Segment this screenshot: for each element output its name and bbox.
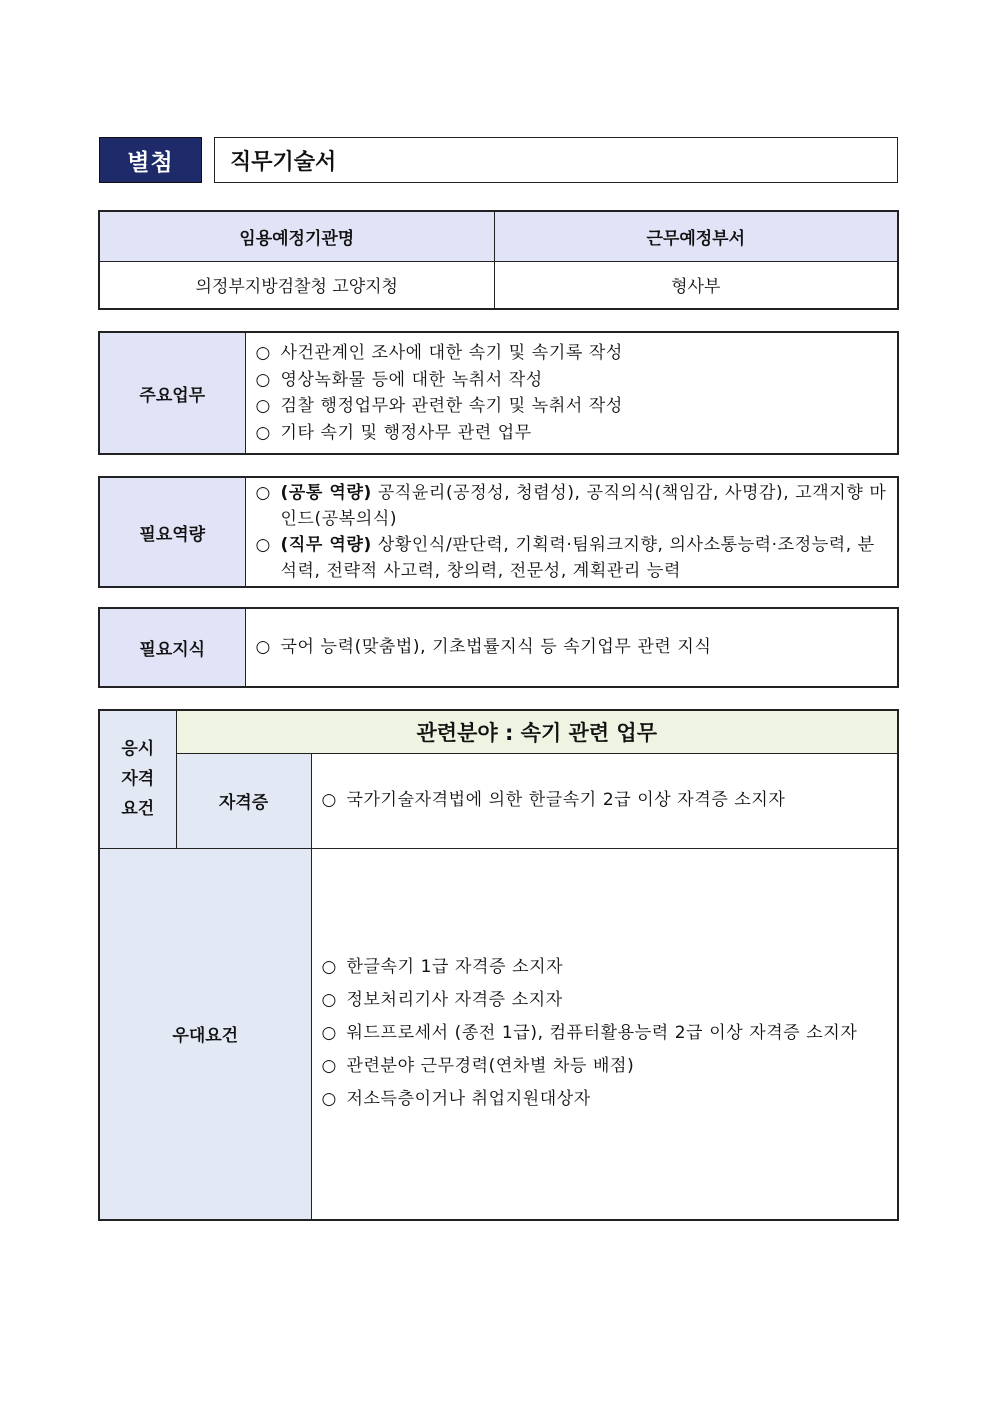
bullet-circle-icon: ○ <box>321 1089 337 1110</box>
bullet-circle-icon: ○ <box>255 396 271 416</box>
certificate-label: 자격증 <box>176 753 311 848</box>
list-item <box>256 340 890 367</box>
bullet-circle-icon: ○ <box>255 422 271 443</box>
main-duties-table <box>98 331 899 455</box>
related-field-header: 관련분야 : 속기 관련 업무 <box>176 710 898 753</box>
qualification-side-label-text <box>100 734 176 824</box>
list-item <box>256 420 890 447</box>
list-item-text: 관련분야 근무경력(연차별 차등 배점) <box>346 1056 635 1077</box>
knowledge-label: 필요지식 <box>99 608 245 687</box>
bullet-circle-icon: ○ <box>321 1056 337 1077</box>
list-item <box>256 367 890 394</box>
competency-category: (공통 역량) <box>280 483 372 503</box>
list-item <box>256 634 890 661</box>
bullet-circle-icon: ○ <box>255 343 271 363</box>
bullet-circle-icon: ○ <box>321 790 337 811</box>
competency-label: 필요역량 <box>99 477 245 587</box>
list-item-text: 정보처리기사 자격증 소지자 <box>346 990 563 1011</box>
agency-value: 의정부지방검찰청 고양지청 <box>99 261 494 309</box>
main-duties-label: 주요업무 <box>99 332 245 454</box>
competency-content <box>245 477 898 587</box>
bullet-circle-icon: ○ <box>321 957 337 978</box>
bullet-circle-icon: ○ <box>255 535 271 555</box>
bullet-circle-icon: ○ <box>321 990 337 1011</box>
side-label-line: 요건 <box>121 799 155 820</box>
list-item <box>322 984 890 1017</box>
agency-header: 임용예정기관명 <box>99 211 494 261</box>
side-label-line: 응시 <box>121 739 155 760</box>
list-item-text: 국어 능력(맞춤법), 기초법률지식 등 속기업무 관련 지식 <box>280 637 712 658</box>
competency-list <box>246 478 898 586</box>
list-item <box>322 1017 890 1050</box>
list-item <box>322 951 890 984</box>
list-item-text: 저소득층이거나 취업지원대상자 <box>346 1089 591 1110</box>
department-value: 형사부 <box>494 261 898 309</box>
knowledge-content <box>245 608 898 687</box>
bullet-circle-icon: ○ <box>255 637 271 658</box>
list-item-text <box>281 480 890 532</box>
preference-content <box>311 848 898 1220</box>
knowledge-list <box>246 628 898 667</box>
certificate-content <box>311 753 898 848</box>
list-item-text: 한글속기 1급 자격증 소지자 <box>346 957 564 978</box>
list-item <box>322 787 890 814</box>
main-duties-content <box>245 332 898 454</box>
requirements-table <box>98 709 899 1221</box>
list-item <box>322 1050 890 1083</box>
competency-detail: 상황인식/판단력, 기획력·팀워크지향, 의사소통능력·조정능력, 분석력, 전략적 사고력, 창의력, 전문성, 계획관리 능력 <box>280 535 875 581</box>
list-item <box>256 393 890 420</box>
bullet-circle-icon: ○ <box>255 369 271 390</box>
list-item-text: 사건관계인 조사에 대한 속기 및 속기록 작성 <box>280 343 623 363</box>
preference-list <box>312 945 898 1122</box>
list-item-text: 기타 속기 및 행정사무 관련 업무 <box>280 422 532 443</box>
department-header: 근무예정부서 <box>494 211 898 261</box>
list-item-text: 검찰 행정업무와 관련한 속기 및 녹취서 작성 <box>280 396 623 416</box>
bullet-circle-icon: ○ <box>255 483 271 503</box>
list-item <box>256 480 890 532</box>
certificate-list <box>312 781 898 820</box>
side-label-line: 자격 <box>121 769 155 790</box>
knowledge-table <box>98 607 899 688</box>
list-item-text: 영상녹화물 등에 대한 녹취서 작성 <box>280 369 543 390</box>
organization-table <box>98 210 899 310</box>
bullet-circle-icon: ○ <box>321 1023 337 1044</box>
qualification-side-label <box>99 710 176 848</box>
competency-table <box>98 476 899 588</box>
document-title: 직무기술서 <box>214 137 898 183</box>
list-item-text <box>281 532 890 584</box>
list-item <box>322 1083 890 1116</box>
list-item-text: 국가기술자격법에 의한 한글속기 2급 이상 자격증 소지자 <box>346 790 786 811</box>
preference-label: 우대요건 <box>99 848 311 1220</box>
competency-category: (직무 역량) <box>280 535 372 555</box>
competency-detail: 공직윤리(공정성, 청렴성), 공직의식(책임감, 사명감), 고객지향 마인드(공복의식) <box>280 483 887 529</box>
list-item-text: 워드프로세서 (종전 1급), 컴퓨터활용능력 2급 이상 자격증 소지자 <box>346 1023 858 1044</box>
attachment-badge: 별첨 <box>99 137 202 183</box>
main-duties-list <box>246 334 898 452</box>
list-item <box>256 532 890 584</box>
